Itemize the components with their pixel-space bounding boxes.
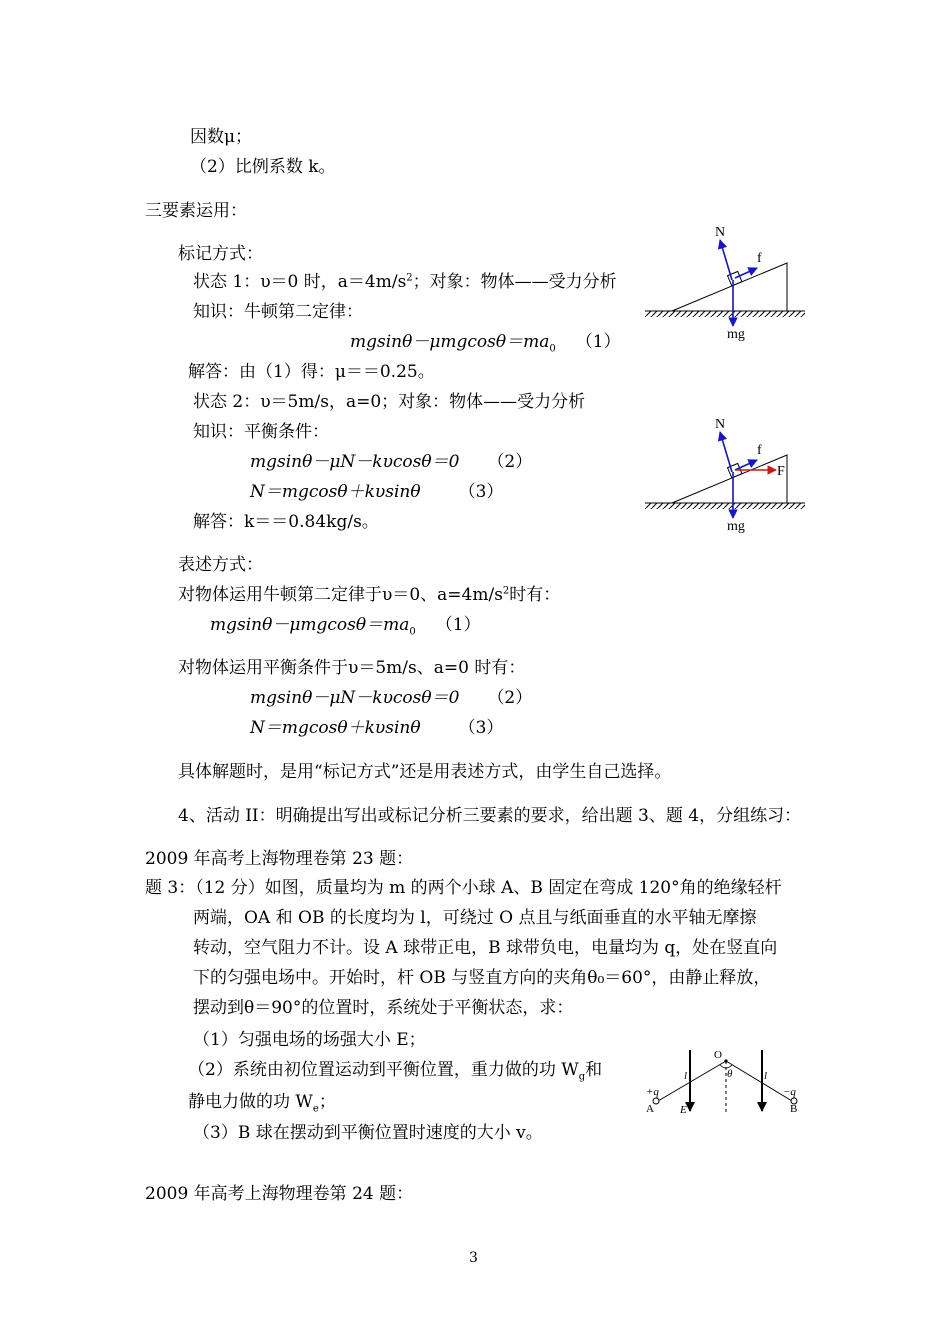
ground-hatch — [645, 311, 805, 317]
equation-4 — [210, 614, 481, 636]
label-F: F — [777, 464, 785, 479]
question-2-cont-sub: e — [312, 1103, 319, 1115]
equation-6-text: N＝mgcosθ＋kυsinθ — [250, 718, 421, 738]
question-2 — [188, 1059, 602, 1081]
answer-k: 解答：k＝＝0.84kg/s。 — [193, 512, 379, 532]
equation-5-num: （2） — [487, 688, 533, 708]
problem-3-line-4: 下的匀强电场中。开始时，杆 OB 与竖直方向的夹角θ₀＝60°，由静止释放， — [193, 968, 771, 988]
problem-3-line-3: 转动，空气阻力不计。设 A 球带正电，B 球带负电，电量均为 q，处在竖直向 — [193, 938, 778, 958]
question-2-cont-text: 静电力做的功 W — [188, 1092, 313, 1112]
question-1: （1）匀强电场的场强大小 E； — [193, 1030, 426, 1050]
equation-5-text: mgsinθ－μN－kυcosθ＝0 — [250, 688, 460, 708]
equation-1-sub: 0 — [549, 343, 556, 355]
equation-2 — [250, 451, 532, 473]
label-minus-q: −q — [783, 1086, 796, 1098]
label-E: E — [680, 1104, 687, 1116]
question-2-sub: g — [578, 1071, 586, 1083]
label-N: N — [715, 225, 726, 240]
source-q23: 2009 年高考上海物理卷第 23 题： — [145, 849, 414, 869]
question-3: （3）B 球在摆动到平衡位置时速度的大小 v。 — [193, 1123, 543, 1143]
equation-4-sub: 0 — [409, 626, 416, 638]
state-1-text: 状态 1：υ＝0 时，a＝4m/s — [193, 272, 407, 292]
statement-newton-tail: 时有： — [509, 585, 561, 605]
equation-2-text: mgsinθ－μN－kυcosθ＝0 — [250, 452, 460, 472]
question-2-cont-tail: ； — [318, 1092, 336, 1112]
incline-diagram-2 — [640, 412, 810, 537]
question-2-cont — [188, 1091, 336, 1113]
equation-6-num: （3） — [458, 718, 504, 738]
equation-3-text: N＝mgcosθ＋kυsinθ — [250, 482, 421, 502]
knowledge-newton: 知识：牛顿第二定律： — [193, 302, 363, 322]
state-1-sup: 2 — [406, 272, 413, 284]
equation-4-num: （1） — [435, 615, 481, 635]
question-2-tail: 和 — [585, 1060, 603, 1080]
label-mg: mg — [727, 327, 745, 342]
label-O: O — [714, 1049, 722, 1061]
heading-statement: 表述方式： — [178, 555, 263, 575]
equation-2-num: （2） — [487, 452, 533, 472]
equation-1 — [350, 331, 621, 353]
statement-newton — [178, 584, 560, 606]
equation-1-num: （1） — [575, 332, 621, 352]
answer-mu: 解答：由（1）得：μ＝＝0.25。 — [188, 362, 435, 382]
line-k: （2）比例系数 k。 — [190, 157, 336, 177]
state-1 — [193, 271, 617, 293]
label-mg: mg — [727, 519, 745, 534]
question-2-text: （2）系统由初位置运动到平衡位置，重力做的功 W — [188, 1060, 579, 1080]
normal-force-arrow — [720, 240, 732, 280]
choice-note: 具体解题时，是用“标记方式”还是用表述方式，由学生自己选择。 — [178, 762, 672, 782]
label-l-right: l — [764, 1070, 768, 1082]
incline-diagram-1 — [640, 220, 810, 345]
source-q24: 2009 年高考上海物理卷第 24 题： — [145, 1184, 414, 1204]
problem-3-line-2: 两端，OA 和 OB 的长度均为 l，可绕过 O 点且与纸面垂直的水平轴无摩擦 — [193, 908, 757, 928]
equation-4-text: mgsinθ－μmgcosθ＝ma — [210, 615, 410, 635]
label-f: f — [757, 443, 762, 458]
pivot-O — [724, 1059, 727, 1062]
activity-2: 4、活动 II：明确提出写出或标记分析三要素的要求，给出题 3、题 4，分组练习： — [178, 806, 802, 826]
label-plus-q: +q — [646, 1086, 659, 1098]
problem-3-line-5: 摆动到θ＝90°的位置时，系统处于平衡状态，求： — [193, 998, 574, 1018]
heading-marking: 标记方式： — [178, 244, 263, 264]
statement-newton-sup: 2 — [502, 585, 510, 597]
state-2: 状态 2：υ＝5m/s，a=0；对象：物体——受力分析 — [193, 392, 586, 412]
equation-5 — [250, 687, 532, 709]
page-number: 3 — [469, 1250, 478, 1266]
equation-6 — [250, 717, 503, 739]
ground-hatch — [645, 503, 805, 509]
label-theta: θ — [727, 1068, 733, 1080]
equation-3-num: （3） — [458, 482, 504, 502]
knowledge-balance: 知识：平衡条件： — [193, 422, 329, 442]
section-three-elements: 三要素运用： — [145, 201, 247, 221]
problem-3-line-1: 题 3：（12 分）如图，质量均为 m 的两个小球 A、B 固定在弯成 120°角的绝缘轻杆 — [145, 878, 782, 898]
label-B: B — [790, 1103, 798, 1115]
equation-1-text: mgsinθ－μmgcosθ＝ma — [350, 332, 550, 352]
rod-field-diagram — [640, 1045, 815, 1120]
normal-force-arrow — [720, 432, 732, 472]
label-l-left: l — [684, 1070, 688, 1082]
state-1-tail: ；对象：物体——受力分析 — [412, 272, 617, 292]
statement-newton-text: 对物体运用牛顿第二定律于υ＝0、a=4m/s — [178, 585, 503, 605]
equation-3 — [250, 481, 503, 503]
label-f: f — [757, 251, 762, 266]
label-A: A — [646, 1103, 654, 1115]
rod-OA — [658, 1061, 726, 1101]
line-mu: 因数μ； — [190, 127, 253, 147]
statement-balance: 对物体运用平衡条件于υ＝5m/s、a=0 时有： — [178, 658, 526, 678]
label-N: N — [715, 417, 726, 432]
